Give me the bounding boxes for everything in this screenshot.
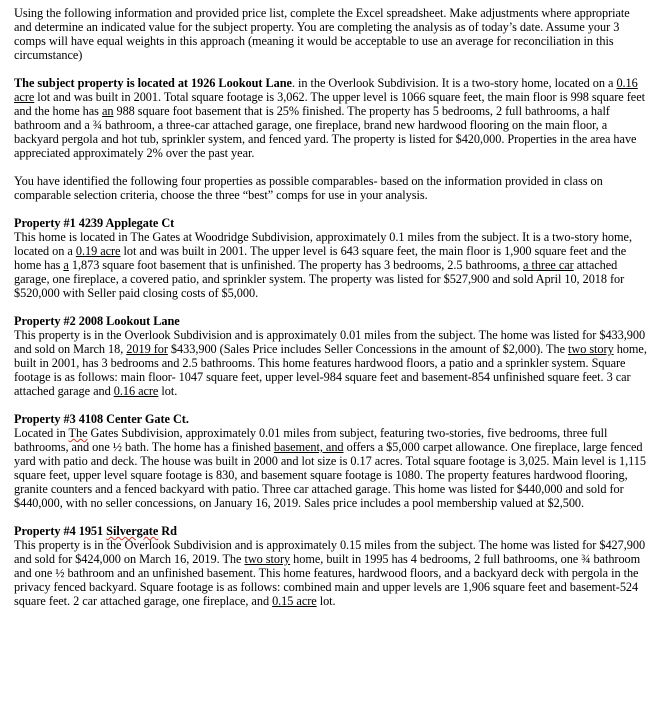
property-2-section bbox=[14, 314, 650, 398]
property-1-lot-size: 0.19 acre bbox=[75, 244, 121, 258]
instructions-paragraph bbox=[14, 6, 650, 62]
property-2-text-1: This property is in the Overlook Subdivision and is approximately 0.01 miles from the subject. The home was listed for $433,900 and sold on March 18, bbox=[14, 328, 646, 356]
subject-text-3: 988 square foot basement that is 25% finished. The property has 5 bedrooms, 2 full bathrooms, a half bathroom and a ¾ bathroom, a three-car attached garage, one fireplace, brand new hardwood flooring on the main floor, a backyard pergola and hot tub, sprinkler system, and fenced yard. The property is listed for $420,000. Properties in the area have appreciated approximately 2% over the past year. bbox=[14, 104, 637, 160]
property-4-heading-a: Property #4 1951 bbox=[14, 524, 107, 538]
property-4-body bbox=[14, 538, 650, 608]
comparables-intro-paragraph bbox=[14, 174, 650, 202]
property-3-the-mark: The bbox=[68, 426, 88, 440]
property-1-text-3: 1,873 square foot basement that is unfinished. The property has 3 bedrooms, 2.5 bathrooms, bbox=[68, 258, 524, 272]
property-1-text-4: attached garage, one fireplace, a covered patio, and sprinkler system. The property was listed for $527,900 and sold April 10, 2018 for $520,000 with Seller paid closing costs of $5,000. bbox=[14, 258, 625, 300]
subject-property-paragraph bbox=[14, 76, 650, 160]
property-4-two-story: two story bbox=[244, 552, 291, 566]
property-4-heading bbox=[14, 524, 650, 538]
comparables-intro-text: You have identified the following four properties as possible comparables- based on the information provided in class on comparable selection criteria, choose the three “best” comps for use in your analysis. bbox=[14, 174, 603, 202]
property-4-text-1: This property is in the Overlook Subdivision and is approximately 0.15 miles from the subject. The home was listed for $427,900 and sold for $424,000 on March 16, 2019. The bbox=[14, 538, 646, 566]
property-3-heading: Property #3 4108 Center Gate Ct. bbox=[14, 412, 189, 426]
property-1-garage: a three car bbox=[523, 258, 574, 272]
property-3-body bbox=[14, 426, 650, 510]
property-4-text-3: lot. bbox=[316, 594, 336, 608]
property-4-heading-c: Rd bbox=[158, 524, 177, 538]
property-1-a-mark: a bbox=[63, 258, 69, 272]
property-2-body bbox=[14, 328, 650, 398]
property-2-text-2: $433,900 (Sales Price includes Seller Concessions in the amount of $2,000). The bbox=[167, 342, 568, 356]
property-1-text-2: lot and was built in 2001. The upper level is 643 square feet, the main floor is 1,900 square feet and the home has bbox=[14, 244, 627, 272]
property-2-text-4: lot. bbox=[158, 384, 178, 398]
property-3-text-2: Gates Subdivision, approximately 0.01 miles from subject, featuring two-stories, five bedrooms, three full bathrooms, and one ½ bath. The home has a finished bbox=[14, 426, 608, 454]
subject-lead: The subject property is located at 1926 Lookout Lane bbox=[14, 76, 292, 90]
property-1-body bbox=[14, 230, 650, 300]
property-2-heading: Property #2 2008 Lookout Lane bbox=[14, 314, 180, 328]
property-2-sold-date: 2019 for bbox=[126, 342, 168, 356]
subject-text-2: lot and was built in 2001. Total square footage is 3,062. The upper level is 1066 square feet, the main floor is 998 square feet and the home has bbox=[14, 90, 645, 118]
property-2-lot-size: 0.16 acre bbox=[113, 384, 159, 398]
property-4-section bbox=[14, 524, 650, 608]
property-3-section bbox=[14, 412, 650, 510]
property-3-text-3: offers a $5,000 carpet allowance. One fireplace, large fenced yard with patio and deck. The house was built in 2000 and lot size is 0.17 acres. Total square footage is 3,025. Main level is 1,115 square feet, upper level square footage is 830, and basement square footage is 1080. The property features hardwood flooring, granite counters and a fenced backyard with patio. Three car attached garage. This home was listed for $440,000 and sold for $440,000, with no seller concessions, on January 16, 2019. Sales price includes a pool membership valued at $2,500. bbox=[14, 440, 646, 510]
property-1-section bbox=[14, 216, 650, 300]
instructions-text: Using the following information and provided price list, complete the Excel spreadsheet. Make adjustments where appropriate and determine an indicated value for the subject property. You are completing the analysis as of today’s date. Assume your 3 comps will have equal weights in this approach (meaning it would be acceptable to use an average for reconciliation in this circumstance) bbox=[14, 6, 630, 62]
property-3-text-1: Located in bbox=[14, 426, 69, 440]
property-3-basement: basement, and bbox=[273, 440, 344, 454]
property-1-heading: Property #1 4239 Applegate Ct bbox=[14, 216, 175, 230]
property-2-two-story: two story bbox=[568, 342, 614, 356]
property-1-text-1: This home is located in The Gates at Woodridge Subdivision, approximately 0.1 miles from the subject. It is a two-story home, located on a bbox=[14, 230, 632, 258]
property-4-heading-street: Silvergate bbox=[106, 524, 159, 538]
subject-an-mark: an bbox=[101, 104, 114, 118]
subject-text-1: . in the Overlook Subdivision. It is a two-story home, located on a bbox=[291, 76, 617, 90]
property-4-lot-size: 0.15 acre bbox=[272, 594, 317, 608]
assignment-document bbox=[14, 6, 650, 608]
subject-lot-size: 0.16 acre bbox=[14, 76, 638, 104]
property-2-text-3: home, built in 2001, has 3 bedrooms and 2.5 bathrooms. This home features hardwood floors, a patio and a sprinkler system. Square footage is as follows: main floor- 1047 square feet, upper level-984 square feet and basement-854 unfinished square feet. 3 car attached garage and bbox=[14, 342, 647, 398]
property-4-text-2: home, built in 1995 has 4 bedrooms, 2 full bathrooms, one ¾ bathroom and one ½ bathroom and an unfinished basement. This home features, hardwood floors, and a backyard deck with pergola in the privacy fenced backyard. Square footage is as follows: combined main and upper levels are 1,906 square feet and basement-524 square feet. 2 car attached garage, one fireplace, and bbox=[14, 552, 641, 608]
